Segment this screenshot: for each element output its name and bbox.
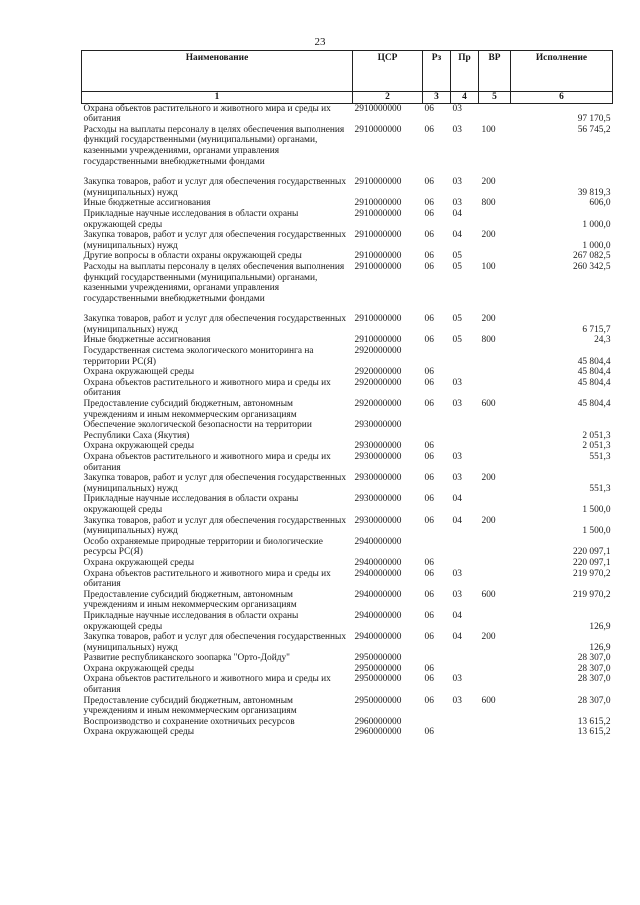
column-number: 2 [353, 92, 423, 104]
table-row [82, 727, 613, 738]
table-row [82, 611, 613, 632]
row-rz-cell: 06 [424, 177, 434, 188]
row-name-cell: Государственная система экологического мониторинга на территории РС(Я) [83, 346, 314, 367]
header-pr: Пр [451, 51, 479, 92]
row-pr-cell [451, 346, 479, 367]
row-exec-cell: 45 804,4 [577, 356, 611, 367]
row-name-cell: Развитие республиканского зоопарка "Орто-Дойду" [83, 653, 290, 664]
table-body [82, 103, 613, 738]
row-exec-cell: 551,3 [589, 483, 611, 494]
row-pr-cell: 03 [452, 674, 462, 685]
row-pr-cell: 03 [452, 589, 462, 600]
row-name-cell: Обеспечение экологической безопасности на территории Республики Саха (Якутия) [83, 420, 312, 441]
row-rz-cell: 06 [424, 610, 434, 621]
table-row [82, 717, 613, 728]
row-rz-cell: 06 [424, 515, 434, 526]
row-exec-cell: 2 051,3 [582, 441, 611, 452]
row-exec-cell: 1 000,0 [582, 240, 611, 251]
row-csr-cell: 2930000000 [354, 452, 402, 462]
row-csr-cell: 2960000000 [354, 727, 402, 738]
row-csr-cell: 2910000000 [354, 208, 402, 219]
row-vr-cell [479, 452, 511, 473]
row-rz-cell: 06 [424, 399, 434, 410]
row-exec-cell: 56 745,2 [577, 124, 611, 135]
table-row [82, 558, 613, 569]
row-vr-cell [479, 378, 511, 399]
table-row [82, 674, 613, 695]
table-row [82, 346, 613, 367]
table-row [82, 452, 613, 473]
row-csr-cell: 2920000000 [354, 399, 402, 410]
column-number: 4 [451, 92, 479, 104]
row-pr-cell [451, 367, 479, 378]
row-csr-cell: 2930000000 [354, 515, 402, 526]
row-name-cell: Охрана объектов растительного и животного мира и среды их обитания [83, 674, 331, 696]
table-row [82, 198, 613, 209]
row-vr-cell [479, 420, 511, 441]
column-number: 3 [423, 92, 451, 104]
row-exec-cell: 126,9 [589, 621, 611, 632]
table-row [82, 653, 613, 664]
row-csr-cell: 2950000000 [354, 663, 402, 674]
row-name-cell: Охрана объектов растительного и животного мира и среды их обитания [83, 568, 331, 590]
row-pr-cell: 03 [452, 377, 462, 388]
row-rz-cell: 06 [424, 335, 434, 346]
row-vr-cell [479, 558, 511, 569]
row-name-cell: Закупка товаров, работ и услуг для обеспечения государственных (муниципальных) нужд [83, 515, 347, 537]
row-pr-cell: 03 [452, 399, 462, 410]
row-vr-cell [479, 346, 511, 367]
row-name-cell: Прикладные научные исследования в области охраны окружающей среды [83, 208, 299, 230]
row-pr-cell [451, 441, 479, 452]
row-vr-cell: 200 [481, 314, 496, 325]
row-vr-cell [479, 569, 511, 590]
row-rz-cell [423, 420, 451, 441]
row-exec-cell: 45 804,4 [577, 377, 611, 388]
row-csr-cell: 2940000000 [354, 610, 402, 621]
table-row [82, 516, 613, 537]
row-pr-cell [451, 664, 479, 675]
row-name-cell: Охрана объектов растительного и животного мира и среды их обитания [83, 103, 331, 125]
row-vr-cell [479, 367, 511, 378]
row-vr-cell [479, 209, 511, 230]
row-exec-cell: 551,3 [589, 452, 611, 462]
row-exec-cell: 28 307,0 [577, 663, 611, 674]
row-vr-cell: 200 [481, 230, 496, 241]
row-pr-cell [451, 727, 479, 738]
row-exec-cell: 13 615,2 [577, 727, 611, 738]
row-name-cell: Охрана объектов растительного и животного мира и среды их обитания [83, 377, 331, 399]
row-name-cell: Охрана окружающей среды [83, 441, 195, 452]
row-vr-cell [479, 494, 511, 515]
row-vr-cell: 600 [481, 695, 496, 706]
table-row [82, 664, 613, 675]
row-rz-cell: 06 [424, 727, 434, 738]
row-name-cell: Охрана окружающей среды [83, 557, 195, 568]
row-vr-cell [479, 441, 511, 452]
row-pr-cell: 03 [452, 124, 462, 135]
row-pr-cell: 05 [452, 261, 462, 272]
row-rz-cell: 06 [424, 663, 434, 674]
row-rz-cell: 06 [424, 473, 434, 484]
row-exec-cell: 28 307,0 [577, 695, 611, 706]
row-name-cell: Особо охраняемые природные территории и биологические ресурсы РС(Я) [83, 536, 323, 558]
row-exec-cell: 39 819,3 [577, 187, 611, 198]
row-exec-cell: 126,9 [589, 642, 611, 653]
row-rz-cell [423, 717, 451, 728]
row-exec-cell: 260 342,5 [573, 261, 611, 272]
header-rz: Рз [423, 51, 451, 92]
table-row [82, 441, 613, 452]
row-name-cell: Охрана окружающей среды [83, 663, 195, 674]
row-pr-cell [451, 717, 479, 728]
row-pr-cell: 05 [452, 314, 462, 325]
table-row [82, 251, 613, 262]
row-vr-cell [479, 103, 511, 125]
row-name-cell: Закупка товаров, работ и услуг для обеспечения государственных (муниципальных) нужд [83, 230, 347, 251]
row-rz-cell: 06 [424, 557, 434, 568]
row-vr-cell: 600 [481, 589, 496, 600]
row-rz-cell: 06 [424, 261, 434, 272]
row-exec-cell: 219 970,2 [573, 568, 611, 579]
row-name-cell: Закупка товаров, работ и услуг для обеспечения государственных (муниципальных) нужд [83, 473, 347, 494]
row-vr-cell: 200 [481, 632, 496, 643]
row-pr-cell: 03 [452, 473, 462, 484]
table-header-row [82, 51, 613, 92]
row-vr-cell: 800 [481, 198, 496, 209]
header-csr: ЦСР [353, 51, 423, 92]
row-rz-cell: 06 [424, 589, 434, 600]
row-name-cell: Иные бюджетные ассигнования [83, 335, 211, 346]
row-pr-cell: 03 [452, 177, 462, 188]
row-name-cell: Закупка товаров, работ и услуг для обеспечения государственных (муниципальных) нужд [83, 632, 347, 653]
row-vr-cell [479, 717, 511, 728]
row-csr-cell: 2940000000 [354, 632, 402, 643]
row-csr-cell: 2940000000 [354, 589, 402, 600]
row-pr-cell: 03 [452, 452, 462, 462]
row-pr-cell: 04 [452, 632, 462, 643]
table-row [82, 103, 613, 125]
table-row [82, 335, 613, 346]
row-rz-cell: 06 [424, 124, 434, 135]
row-csr-cell: 2930000000 [354, 473, 402, 484]
row-vr-cell [479, 727, 511, 738]
row-name-cell: Охрана объектов растительного и животного мира и среды их обитания [83, 452, 331, 473]
row-csr-cell: 2910000000 [354, 230, 402, 241]
header-exec: Исполнение [511, 51, 613, 92]
table-row [82, 209, 613, 230]
table-row [82, 262, 613, 304]
row-name-cell: Закупка товаров, работ и услуг для обеспечения государственных (муниципальных) нужд [83, 314, 347, 335]
row-exec-cell: 1 000,0 [582, 219, 611, 230]
row-vr-cell [479, 674, 511, 695]
row-pr-cell: 04 [452, 515, 462, 526]
table-row [82, 420, 613, 441]
row-csr-cell: 2960000000 [354, 716, 402, 727]
row-pr-cell: 04 [452, 610, 462, 621]
row-pr-cell [451, 420, 479, 441]
row-exec-cell: 28 307,0 [577, 674, 611, 685]
row-rz-cell [423, 653, 451, 664]
row-exec-cell: 220 097,1 [573, 557, 611, 568]
row-spacer-cell [82, 167, 613, 177]
row-rz-cell: 06 [424, 103, 434, 114]
row-exec-cell: 28 307,0 [577, 653, 611, 664]
row-csr-cell: 2920000000 [354, 377, 402, 388]
row-exec-cell: 1 500,0 [582, 504, 611, 515]
row-rz-cell: 06 [424, 208, 434, 219]
row-exec-cell: 45 804,4 [577, 367, 611, 378]
row-rz-cell: 06 [424, 441, 434, 452]
row-rz-cell: 06 [424, 568, 434, 579]
row-csr-cell: 2920000000 [354, 346, 402, 357]
table-row [82, 696, 613, 717]
row-csr-cell: 2930000000 [354, 441, 402, 452]
column-number: 5 [479, 92, 511, 104]
row-pr-cell: 03 [452, 198, 462, 209]
row-exec-cell: 2 051,3 [582, 430, 611, 441]
row-vr-cell [479, 251, 511, 262]
row-pr-cell: 03 [452, 103, 462, 114]
row-exec-cell: 97 170,5 [577, 114, 611, 125]
row-name-cell: Предоставление субсидий бюджетным, автономным учреждениям и иным некоммерческим организациям [83, 589, 297, 611]
row-rz-cell: 06 [424, 314, 434, 325]
row-csr-cell: 2940000000 [354, 536, 402, 547]
row-vr-cell [479, 537, 511, 558]
row-name-cell: Охрана окружающей среды [83, 727, 195, 738]
table-row [82, 367, 613, 378]
row-vr-cell: 200 [481, 473, 496, 484]
row-name-cell: Прикладные научные исследования в области охраны окружающей среды [83, 610, 299, 632]
row-csr-cell: 2930000000 [354, 420, 402, 431]
row-exec-cell: 220 097,1 [573, 547, 611, 558]
row-exec-cell: 219 970,2 [573, 589, 611, 600]
row-vr-cell: 100 [481, 124, 496, 135]
column-number-row [82, 92, 613, 104]
row-pr-cell: 05 [452, 251, 462, 262]
row-vr-cell [479, 653, 511, 664]
row-vr-cell: 600 [481, 399, 496, 410]
row-name-cell: Предоставление субсидий бюджетным, автономным учреждениям и иным некоммерческим организациям [83, 695, 297, 717]
row-rz-cell [423, 537, 451, 558]
row-pr-cell: 04 [452, 208, 462, 219]
table-row [82, 177, 613, 198]
table-row [82, 230, 613, 251]
row-csr-cell: 2910000000 [354, 177, 402, 188]
row-csr-cell: 2910000000 [354, 124, 402, 135]
row-vr-cell [479, 611, 511, 632]
row-rz-cell: 06 [424, 674, 434, 685]
column-number: 6 [511, 92, 613, 104]
row-csr-cell: 2910000000 [354, 251, 402, 262]
table-row [82, 473, 613, 494]
row-exec-cell: 606,0 [589, 198, 611, 209]
page-number: 23 [314, 36, 326, 48]
row-rz-cell [423, 346, 451, 367]
column-number: 1 [82, 92, 353, 104]
row-pr-cell [451, 653, 479, 664]
row-vr-cell: 800 [481, 335, 496, 346]
table-row [82, 590, 613, 611]
table-row [82, 378, 613, 399]
row-name-cell: Предоставление субсидий бюджетным, автономным учреждениям и иным некоммерческим организациям [83, 399, 297, 420]
row-vr-cell [479, 664, 511, 675]
row-rz-cell: 06 [424, 377, 434, 388]
row-spacer [82, 167, 613, 177]
row-name-cell: Воспроизводство и сохранение охотничьих ресурсов [83, 716, 295, 727]
row-csr-cell: 2940000000 [354, 557, 402, 568]
row-name-cell: Расходы на выплаты персоналу в целях обеспечения выполнения функций государственными (муниципальными) органами, казенными учреждениями, органами управления государственными внебюджетными фондами [83, 124, 345, 167]
row-csr-cell: 2910000000 [354, 314, 402, 325]
row-exec-cell: 45 804,4 [577, 399, 611, 410]
row-csr-cell: 2950000000 [354, 674, 402, 685]
row-vr-cell: 100 [481, 261, 496, 272]
row-spacer [82, 304, 613, 314]
row-pr-cell: 04 [452, 494, 462, 505]
row-pr-cell [451, 537, 479, 558]
table-row [82, 494, 613, 515]
row-name-cell: Другие вопросы в области охраны окружающей среды [83, 251, 302, 262]
row-csr-cell: 2920000000 [354, 367, 402, 378]
row-rz-cell: 06 [424, 494, 434, 505]
table-row [82, 569, 613, 590]
row-exec-cell: 267 082,5 [573, 251, 611, 262]
row-exec-cell: 1 500,0 [582, 526, 611, 537]
row-name-cell: Иные бюджетные ассигнования [83, 198, 211, 209]
table-row [82, 399, 613, 420]
row-rz-cell: 06 [424, 452, 434, 462]
row-rz-cell: 06 [424, 251, 434, 262]
row-rz-cell: 06 [424, 367, 434, 378]
row-csr-cell: 2910000000 [354, 335, 402, 346]
row-rz-cell: 06 [424, 230, 434, 241]
row-pr-cell: 03 [452, 695, 462, 706]
row-pr-cell: 03 [452, 568, 462, 579]
budget-execution-table [81, 50, 613, 738]
row-name-cell: Расходы на выплаты персоналу в целях обеспечения выполнения функций государственными (муниципальными) органами, казенными учреждениями, органами управления государственными внебюджетными фондами [83, 261, 345, 304]
row-pr-cell: 04 [452, 230, 462, 241]
header-vr: ВР [479, 51, 511, 92]
row-vr-cell: 200 [481, 177, 496, 188]
header-name: Наименование [82, 51, 353, 92]
row-csr-cell: 2940000000 [354, 568, 402, 579]
row-exec-cell: 6 715,7 [582, 324, 611, 335]
row-csr-cell: 2910000000 [354, 261, 402, 272]
row-exec-cell: 13 615,2 [577, 716, 611, 727]
table-row [82, 632, 613, 653]
row-pr-cell [451, 558, 479, 569]
row-spacer-cell [82, 304, 613, 314]
row-exec-cell: 24,3 [594, 335, 611, 346]
row-csr-cell: 2910000000 [354, 103, 402, 114]
row-rz-cell: 06 [424, 695, 434, 706]
row-rz-cell: 06 [424, 198, 434, 209]
row-name-cell: Охрана окружающей среды [83, 367, 195, 378]
row-name-cell: Прикладные научные исследования в области охраны окружающей среды [83, 494, 299, 515]
table-row [82, 537, 613, 558]
row-rz-cell: 06 [424, 632, 434, 643]
row-vr-cell: 200 [481, 515, 496, 526]
row-csr-cell: 2930000000 [354, 494, 402, 505]
row-csr-cell: 2950000000 [354, 695, 402, 706]
row-csr-cell: 2950000000 [354, 653, 402, 664]
row-pr-cell: 05 [452, 335, 462, 346]
row-name-cell: Закупка товаров, работ и услуг для обеспечения государственных (муниципальных) нужд [83, 177, 347, 198]
table-row [82, 314, 613, 335]
table-row [82, 125, 613, 167]
row-csr-cell: 2910000000 [354, 198, 402, 209]
